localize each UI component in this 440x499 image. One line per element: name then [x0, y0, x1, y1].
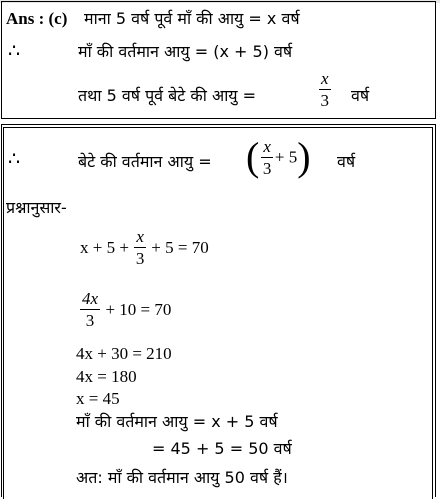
fraction-denominator: 3 [320, 91, 330, 110]
eq1-right: + 5 = 70 [151, 238, 209, 257]
equation-7: = 45 + 5 = 50 वर्ष [152, 439, 292, 458]
fraction-denominator-2: 3 [262, 158, 272, 178]
therefore-symbol: ∴ [8, 41, 21, 62]
answer-label: Ans : (c) [6, 9, 68, 28]
equation-4: 4x = 180 [76, 367, 137, 386]
eq2-numerator: 4x [82, 289, 99, 308]
equation-5: x = 45 [76, 389, 120, 408]
eq1-left: x + 5 + [80, 238, 129, 257]
expression-x3-plus-5: ( $\frac{x}{3}$ + 5) [246, 134, 311, 179]
eq1-denominator: 3 [135, 249, 145, 268]
fraction-numerator: x [321, 69, 329, 88]
line-assumption: माना 5 वर्ष पूर्व माँ की आयु = x वर्ष [84, 9, 300, 28]
plus-five: + 5 [274, 147, 298, 167]
equation-6: माँ की वर्तमान आयु = x + 5 वर्ष [76, 412, 278, 431]
eq1-numerator: x [136, 227, 144, 246]
unit-varsh-1: वर्ष [351, 86, 370, 105]
therefore-symbol-2: ∴ [8, 149, 21, 170]
fraction-x-over-3 [319, 70, 331, 109]
equation-1 [80, 228, 209, 267]
eq2-denominator: 3 [85, 311, 95, 330]
conclusion-line: अत: माँ की वर्तमान आयु 50 वर्ष हैं। [76, 468, 288, 487]
line-son-present-age: बेटे की वर्तमान आयु = [78, 152, 212, 171]
equation-2 [80, 290, 171, 329]
fraction-numerator-2: x [263, 136, 271, 156]
eq2-right: + 10 = 70 [105, 300, 172, 319]
equation-3: 4x + 30 = 210 [76, 344, 172, 363]
unit-varsh-2: वर्ष [337, 152, 356, 171]
prashnanusar-label: प्रश्नानुसार- [6, 198, 67, 217]
line-mother-present-age: माँ की वर्तमान आयु = (x + 5) वर्ष [78, 42, 293, 61]
line-son-age-past: तथा 5 वर्ष पूर्व बेटे की आयु = [78, 86, 257, 105]
